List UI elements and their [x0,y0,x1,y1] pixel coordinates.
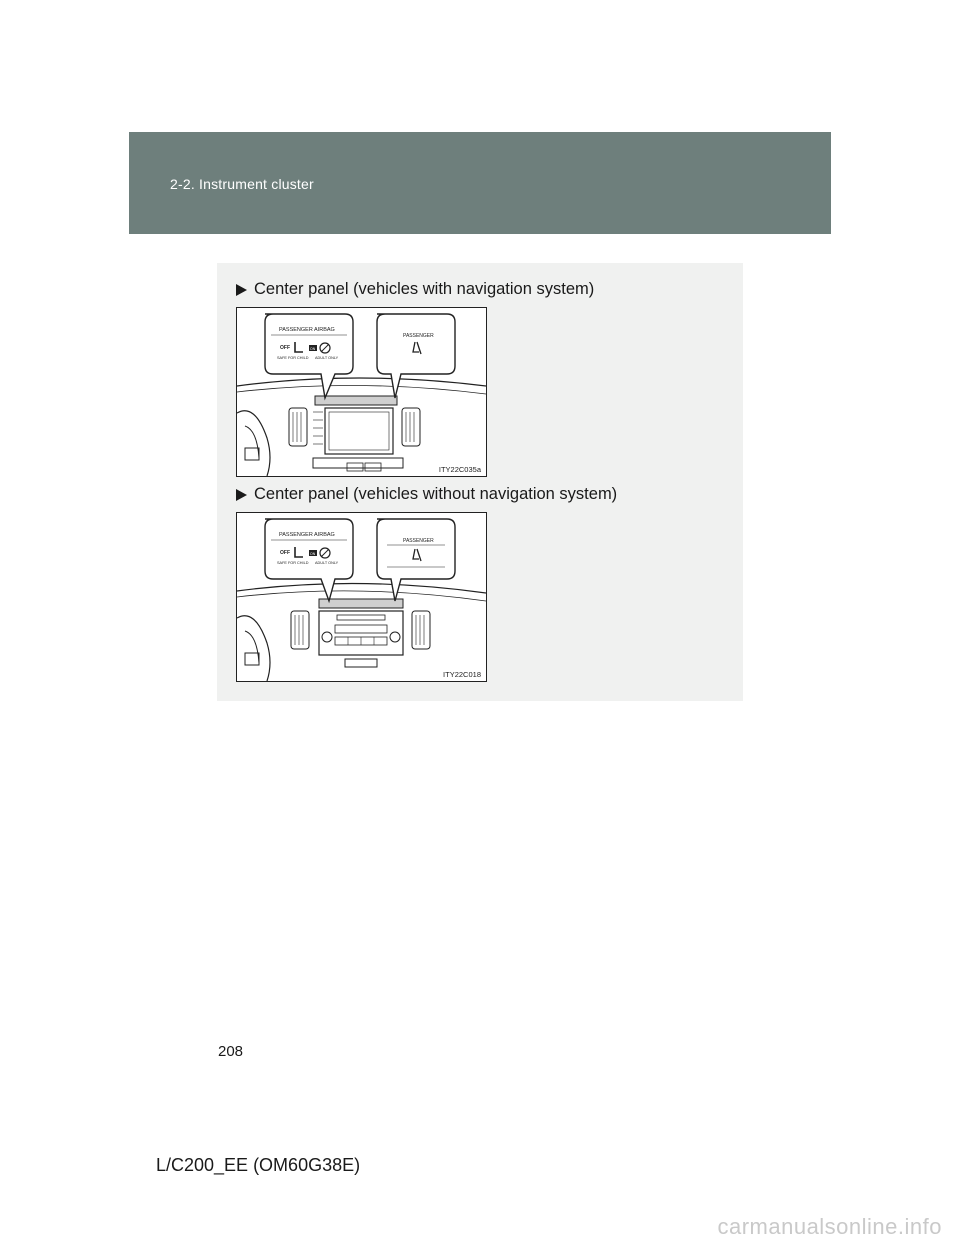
on-label: ON [310,347,316,351]
callout-right-title: PASSENGER [403,333,434,339]
section-title: 2-2. Instrument cluster [170,176,314,192]
right-vent [412,611,430,649]
right-knob [390,632,400,642]
on-label: ON [310,552,316,556]
callout-right [377,314,455,398]
dash-top-line [237,378,486,386]
callout-right-title: PASSENGER [403,538,434,544]
steering-wheel-arc-2 [245,426,259,458]
figure-code: ITY22C035a [438,465,481,474]
callout-right [377,519,455,601]
steering-hub [245,653,259,665]
adult-only-label: ADULT ONLY [315,356,339,360]
left-vent [291,611,309,649]
triangle-bullet-icon [236,489,247,501]
safe-for-child-label: SAFE FOR CHILD [277,561,309,565]
safe-for-child-label: SAFE FOR CHILD [277,356,309,360]
cd-slot [337,615,385,620]
off-label: OFF [280,345,290,351]
steering-wheel-arc [237,616,270,681]
watermark: carmanualsonline.info [717,1214,942,1239]
footer-manual-code: L/C200_EE (OM60G38E) [156,1155,361,1175]
dash-top-line [237,583,486,593]
caption-text: Center panel (vehicles with navigation system) [254,280,595,298]
caption-text: Center panel (vehicles without navigation system) [254,485,618,503]
figure-code: ITY22C018 [443,670,481,679]
right-vent [402,408,420,446]
airbag-indicator-strip [319,599,403,608]
figure-standard-panel [236,512,487,682]
dashboard-illustration-navigation [237,308,486,476]
triangle-bullet-icon [236,284,247,296]
left-knob [322,632,332,642]
figure-caption-navigation [236,280,594,299]
steering-wheel-arc [237,411,270,476]
off-label: OFF [280,550,290,556]
figure-navigation-panel [236,307,487,477]
dash-top-line-2 [237,385,486,394]
callout-left-title: PASSENGER AIRBAG [279,327,335,333]
airbag-indicator-strip [315,396,397,405]
dashboard-illustration-standard [237,513,486,681]
page-number: 208 [218,1043,244,1060]
figure-caption-no-navigation [236,485,617,504]
left-vent [289,408,307,446]
lower-control [345,659,377,667]
adult-only-label: ADULT ONLY [315,561,339,565]
steering-wheel-arc-2 [245,631,259,663]
steering-hub [245,448,259,460]
callout-left-title: PASSENGER AIRBAG [279,532,335,538]
navigation-screen [325,408,393,454]
